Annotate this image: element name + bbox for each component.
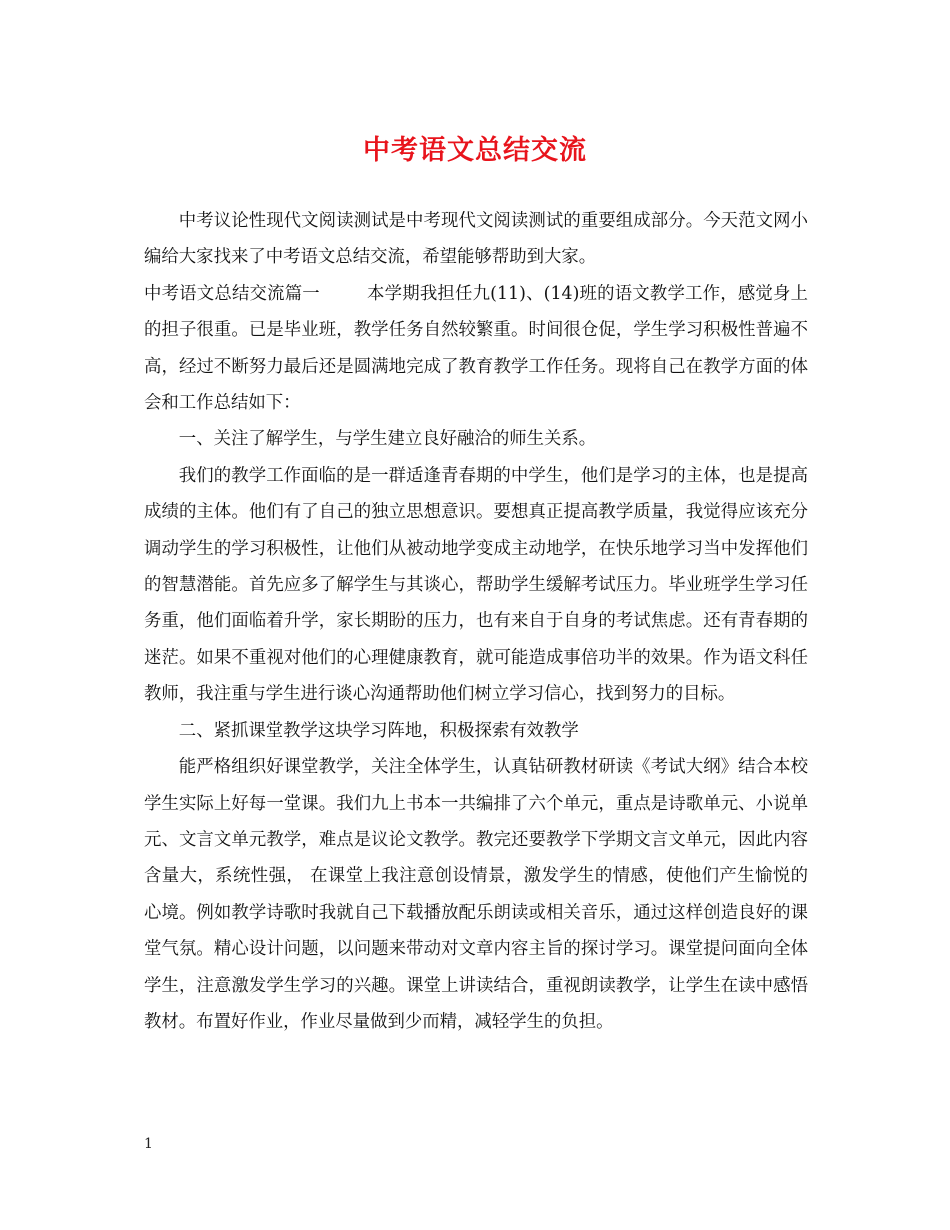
document-title: 中考语文总结交流	[363, 135, 587, 166]
section-paragraph	[144, 276, 808, 422]
intro-paragraph: 中考议论性现代文阅读测试是中考现代文阅读测试的重要组成部分。今天范文网小编给大家找来了中考语文总结交流，希望能够帮助到大家。	[144, 211, 808, 268]
document-body	[144, 203, 808, 1040]
section-start-text: 本学期我担任九(11)、(14)班的语文教学工作，感觉身上的担子很重。已是毕业班，教学任务自然较繁重。时间很仓促，学生学习积极性普遍不高，经过不断努力最后还是圆满地完成了教育教学工作任务。现将自己在教学方面的体会和工作总结如下：	[144, 283, 808, 414]
section-label: 中考语文总结交流篇一	[144, 283, 320, 304]
paragraph-one: 我们的教学工作面临的是一群适逢青春期的中学生，他们是学习的主体，也是提高成绩的主体。他们有了自己的独立思想意识。要想真正提高教学质量，我觉得应该充分调动学生的学习积极性，让他们从被动地学变成主动地学，在快乐地学习当中发挥他们的智慧潜能。首先应多了解学生与其谈心，帮助学生缓解考试压力。毕业班学生学习任务重，他们面临着升学，家长期盼的压力，也有来自于自身的考试焦虑。还有青春期的迷茫。如果不重视对他们的心理健康教育，就可能造成事倍功半的效果。作为语文科任教师，我注重与学生进行谈心沟通帮助他们树立学习信心，找到努力的目标。	[144, 465, 808, 705]
paragraph-two: 能严格组织好课堂教学，关注全体学生，认真钻研教材研读《考试大纲》结合本校学生实际上好每一堂课。我们九上书本一共编排了六个单元，重点是诗歌单元、小说单元、文言文单元教学，难点是议论文教学。教完还要教学下学期文言文单元，因此内容含量大，系统性强， 在课堂上我注意创设情景，激发学生的情感，使他们产生愉悦的心境。例如教学诗歌时我就自己下载播放配乐朗读或相关音乐，通过这样创造良好的课堂气氛。精心设计问题，以问题来带动对文章内容主旨的探讨学习。课堂提问面向全体学生，注意激发学生学习的兴趣。课堂上讲读结合，重视朗读教学，让学生在读中感悟教材。布置好作业，作业尽量做到少而精，减轻学生的负担。	[144, 757, 808, 1032]
page-number: 1	[144, 1136, 153, 1152]
heading-two: 二、紧抓课堂教学这块学习阵地，积极探索有效教学	[178, 720, 579, 741]
heading-one: 一、关注了解学生，与学生建立良好融洽的师生关系。	[178, 429, 597, 450]
